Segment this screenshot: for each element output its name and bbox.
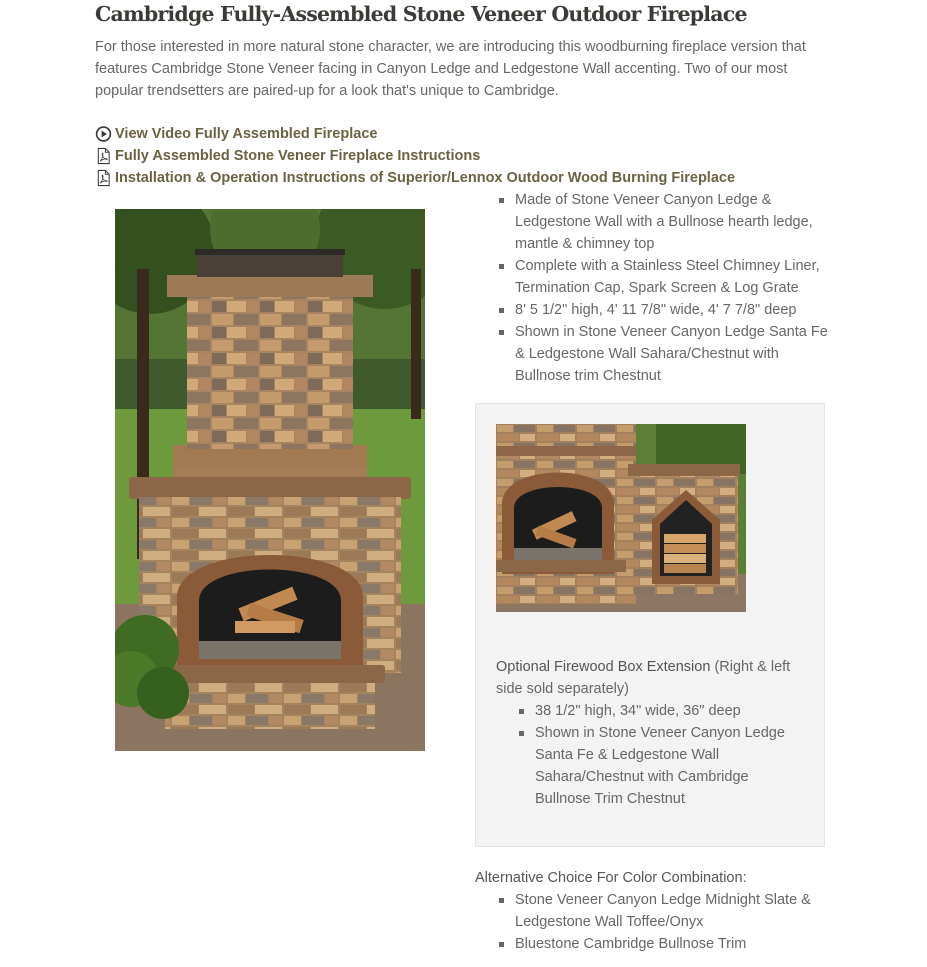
fireplace-photo — [115, 209, 425, 751]
installation-instructions-link[interactable] — [95, 167, 735, 189]
extension-item: Shown in Stone Veneer Canyon Ledge Santa Fe & Ledgestone Wall Sahara/Chestnut with Cambridge Bullnose Trim Chestnut — [516, 722, 786, 810]
fireplace-instructions-label: Fully Assembled Stone Veneer Fireplace Instructions — [115, 148, 481, 164]
video-link[interactable] — [95, 123, 735, 145]
extension-panel — [475, 403, 825, 847]
fireplace-instructions-link[interactable] — [95, 145, 735, 167]
product-intro: For those interested in more natural stone character, we are introducing this woodburning fireplace version that features Cambridge Stone Veneer facing in Canyon Ledge and Ledgestone Wall accenting. Two of our most popular trendsetters are paired-up for a look that's unique to Cambridge. — [95, 39, 806, 99]
feature-list — [496, 189, 836, 387]
feature-item: Shown in Stone Veneer Canyon Ledge Santa Fe & Ledgestone Wall Sahara/Chestnut with Bullnose trim Chestnut — [496, 321, 836, 387]
feature-item: Complete with a Stainless Steel Chimney Liner, Termination Cap, Spark Screen & Log Grate — [496, 255, 836, 299]
alternative-item: Stone Veneer Canyon Ledge Midnight Slate & Ledgestone Wall Toffee/Onyx — [496, 889, 836, 933]
alternative-list — [496, 889, 836, 955]
extension-list — [516, 700, 786, 810]
feature-item: Made of Stone Veneer Canyon Ledge & Ledgestone Wall with a Bullnose hearth ledge, mantle & chimney top — [496, 189, 836, 255]
feature-item: 8' 5 1/2" high, 4' 11 7/8" wide, 4' 7 7/8" deep — [496, 299, 836, 321]
extension-item: 38 1/2" high, 34" wide, 36" deep — [516, 700, 786, 722]
firewood-box-photo — [496, 424, 746, 612]
resource-links — [95, 123, 735, 189]
installation-instructions-label: Installation & Operation Instructions of Superior/Lennox Outdoor Wood Burning Fireplace — [115, 170, 736, 186]
play-circle-icon — [95, 125, 112, 143]
extension-note: (Right & left side sold separately) — [496, 659, 791, 697]
video-link-label: View Video Fully Assembled Fireplace — [115, 126, 378, 142]
pdf-icon — [95, 169, 112, 187]
alternative-item: Bluestone Cambridge Bullnose Trim — [496, 933, 836, 955]
pdf-icon — [95, 147, 112, 165]
alternative-heading: Alternative Choice For Color Combination: — [475, 870, 747, 886]
extension-caption — [496, 656, 816, 700]
page-title: Cambridge Fully-Assembled Stone Veneer Outdoor Fireplace — [95, 2, 747, 26]
extension-title: Optional Firewood Box Extension — [496, 659, 711, 675]
